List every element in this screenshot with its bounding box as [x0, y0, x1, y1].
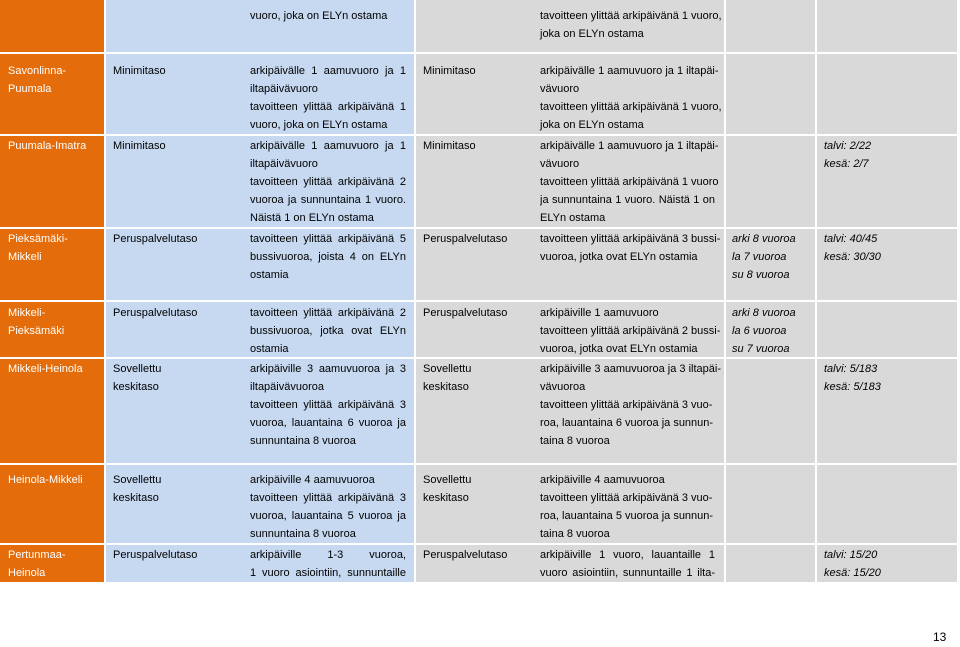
season-value: talvi: 40/45 [824, 233, 878, 245]
service-a-line: 1 vuoro asiointiin, sunnuntaille [250, 567, 406, 579]
extra-value: su 7 vuoroa [732, 343, 790, 355]
service-b-line: tavoitteen ylittää arkipäivänä 1 vuoro, [540, 101, 722, 113]
service-level-a: Sovellettu [113, 474, 162, 486]
service-level-b: Peruspalvelutaso [423, 233, 508, 245]
extra-value: arki 8 vuoroa [732, 307, 796, 319]
extra-value: la 6 vuoroa [732, 325, 787, 337]
service-level-b: Minimitaso [423, 65, 476, 77]
service-level-b: Minimitaso [423, 140, 476, 152]
extra-value: arki 8 vuoroa [732, 233, 796, 245]
season-value: kesä: 30/30 [824, 251, 881, 263]
service-level-a: keskitaso [113, 381, 159, 393]
grid-vline [957, 0, 959, 582]
route-name: Pertunmaa- [8, 549, 66, 561]
route-name: Pieksämäki [8, 325, 65, 337]
service-a-line: ostamia [250, 269, 289, 281]
route-name: Puumala [8, 83, 52, 95]
service-level-a: Sovellettu [113, 363, 162, 375]
service-level-a: Minimitaso [113, 140, 166, 152]
route-name: Pieksämäki- [8, 233, 68, 245]
grid-vline [104, 0, 106, 582]
service-b-line: ja sunnuntaina 1 vuoro. Näistä 1 on [540, 194, 715, 206]
service-b-line: vuoro asiointiin, sunnuntaille 1 ilta- [540, 567, 715, 579]
service-b-line: tavoitteen ylittää arkipäivänä 3 bussi- [540, 233, 721, 245]
service-b-line: arkipäivälle 1 aamuvuoro ja 1 iltapäi- [540, 65, 719, 77]
grid-vline [414, 0, 416, 582]
service-b-line: arkipäiville 3 aamuvuoroa ja 3 iltapäi- [540, 363, 721, 375]
season-value: kesä: 2/7 [824, 158, 869, 170]
service-level-a: keskitaso [113, 492, 159, 504]
service-a-line: vuoroa, lauantaina 6 vuoroa ja [250, 417, 406, 429]
service-b-line: vävuoro [540, 83, 580, 95]
extra-value: la 7 vuoroa [732, 251, 787, 263]
season-value: talvi: 5/183 [824, 363, 878, 375]
grid-hline [0, 134, 960, 136]
service-b-line: tavoitteen ylittää arkipäivänä 2 bussi- [540, 325, 721, 337]
service-level-b: Peruspalvelutaso [423, 549, 508, 561]
service-b-line: arkipäiville 1 vuoro, lauantaille 1 [540, 549, 715, 561]
service-a-line: tavoitteen ylittää arkipäivänä 1 [250, 101, 406, 113]
top-service-b: tavoitteen ylittää arkipäivänä 1 vuoro, [540, 10, 722, 22]
service-b-line: tavoitteen ylittää arkipäivänä 1 vuoro [540, 176, 719, 188]
service-a-line: vuoro, joka on ELYn ostama [250, 119, 388, 131]
service-a-line: tavoitteen ylittää arkipäivänä 3 [250, 399, 406, 411]
service-b-line: vävuoroa [540, 381, 586, 393]
service-a-line: vuoroa ja sunnuntaina 1 vuoro. [250, 194, 406, 206]
service-a-line: bussivuoroa, jotka ovat ELYn [250, 325, 406, 337]
route-name: Savonlinna- [8, 65, 67, 77]
service-a-line: iltapäivävuoro [250, 158, 318, 170]
season-value: talvi: 2/22 [824, 140, 872, 152]
service-level-b: keskitaso [423, 381, 469, 393]
service-b-line: tavoitteen ylittää arkipäivänä 3 vuo- [540, 492, 713, 504]
season-value: kesä: 5/183 [824, 381, 881, 393]
service-b-line: arkipäivälle 1 aamuvuoro ja 1 iltapäi- [540, 140, 719, 152]
service-a-line: iltapäivävuoro [250, 83, 318, 95]
service-b-line: roa, lauantaina 6 vuoroa ja sunnun- [540, 417, 714, 429]
grid-hline [0, 543, 960, 545]
top-service-b: joka on ELYn ostama [540, 28, 644, 40]
service-level-b: Sovellettu [423, 474, 472, 486]
service-b-line: vuoroa, jotka ovat ELYn ostamia [540, 251, 698, 263]
grid-hline [0, 463, 960, 465]
service-b-line: vuoroa, jotka ovat ELYn ostamia [540, 343, 698, 355]
service-a-line: tavoitteen ylittää arkipäivänä 2 [250, 307, 406, 319]
service-level-a: Minimitaso [113, 65, 166, 77]
service-b-line: roa, lauantaina 5 vuoroa ja sunnun- [540, 510, 714, 522]
grid-hline [0, 357, 960, 359]
service-b-line: arkipäiville 4 aamuvuoroa [540, 474, 665, 486]
grid-hline [0, 227, 960, 229]
route-name: Mikkeli-Heinola [8, 363, 83, 375]
service-b-line: taina 8 vuoroa [540, 435, 610, 447]
service-a-line: arkipäivälle 1 aamuvuoro ja 1 [250, 65, 406, 77]
service-b-line: joka on ELYn ostama [540, 119, 644, 131]
service-a-line: ostamia [250, 343, 289, 355]
service-a-line: arkipäiville 4 aamuvuoroa [250, 474, 375, 486]
service-level-b: Sovellettu [423, 363, 472, 375]
service-level-a: Peruspalvelutaso [113, 307, 198, 319]
grid-hline [0, 300, 960, 302]
service-level-b: Peruspalvelutaso [423, 307, 508, 319]
service-b-line: taina 8 vuoroa [540, 528, 610, 540]
route-name: Puumala-Imatra [8, 140, 87, 152]
top-service-a: vuoro, joka on ELYn ostama [250, 10, 388, 22]
service-a-line: Näistä 1 on ELYn ostama [250, 212, 374, 224]
service-b-line: ELYn ostama [540, 212, 606, 224]
service-a-line: tavoitteen ylittää arkipäivänä 2 [250, 176, 406, 188]
page-number: 13 [933, 630, 947, 644]
service-b-line: vävuoro [540, 158, 580, 170]
service-a-line: vuoroa, lauantaina 5 vuoroa ja [250, 510, 406, 522]
service-b-line: tavoitteen ylittää arkipäivänä 3 vuo- [540, 399, 713, 411]
service-a-line: arkipäiville 1-3 vuoroa, [250, 549, 406, 561]
service-a-line: arkipäiville 3 aamuvuoroa ja 3 [250, 363, 406, 375]
service-a-line: sunnuntaina 8 vuoroa [250, 435, 356, 447]
service-b-line: arkipäiville 1 aamuvuoro [540, 307, 659, 319]
service-a-line: tavoitteen ylittää arkipäivänä 5 [250, 233, 406, 245]
service-level-b: keskitaso [423, 492, 469, 504]
route-name: Mikkeli [8, 251, 42, 263]
service-a-line: sunnuntaina 8 vuoroa [250, 528, 356, 540]
service-a-line: tavoitteen ylittää arkipäivänä 3 [250, 492, 406, 504]
route-name: Heinola [8, 567, 46, 579]
extra-value: su 8 vuoroa [732, 269, 790, 281]
season-value: talvi: 15/20 [824, 549, 878, 561]
route-name: Heinola-Mikkeli [8, 474, 83, 486]
service-a-line: iltapäivävuoroa [250, 381, 324, 393]
season-value: kesä: 15/20 [824, 567, 881, 579]
service-level-a: Peruspalvelutaso [113, 549, 198, 561]
grid-vline [815, 0, 817, 582]
service-a-line: arkipäivälle 1 aamuvuoro ja 1 [250, 140, 406, 152]
grid-hline [0, 52, 960, 54]
route-name: Mikkeli- [8, 307, 46, 319]
service-a-line: bussivuoroa, joista 4 on ELYn [250, 251, 406, 263]
service-level-a: Peruspalvelutaso [113, 233, 198, 245]
grid-vline [724, 0, 726, 582]
